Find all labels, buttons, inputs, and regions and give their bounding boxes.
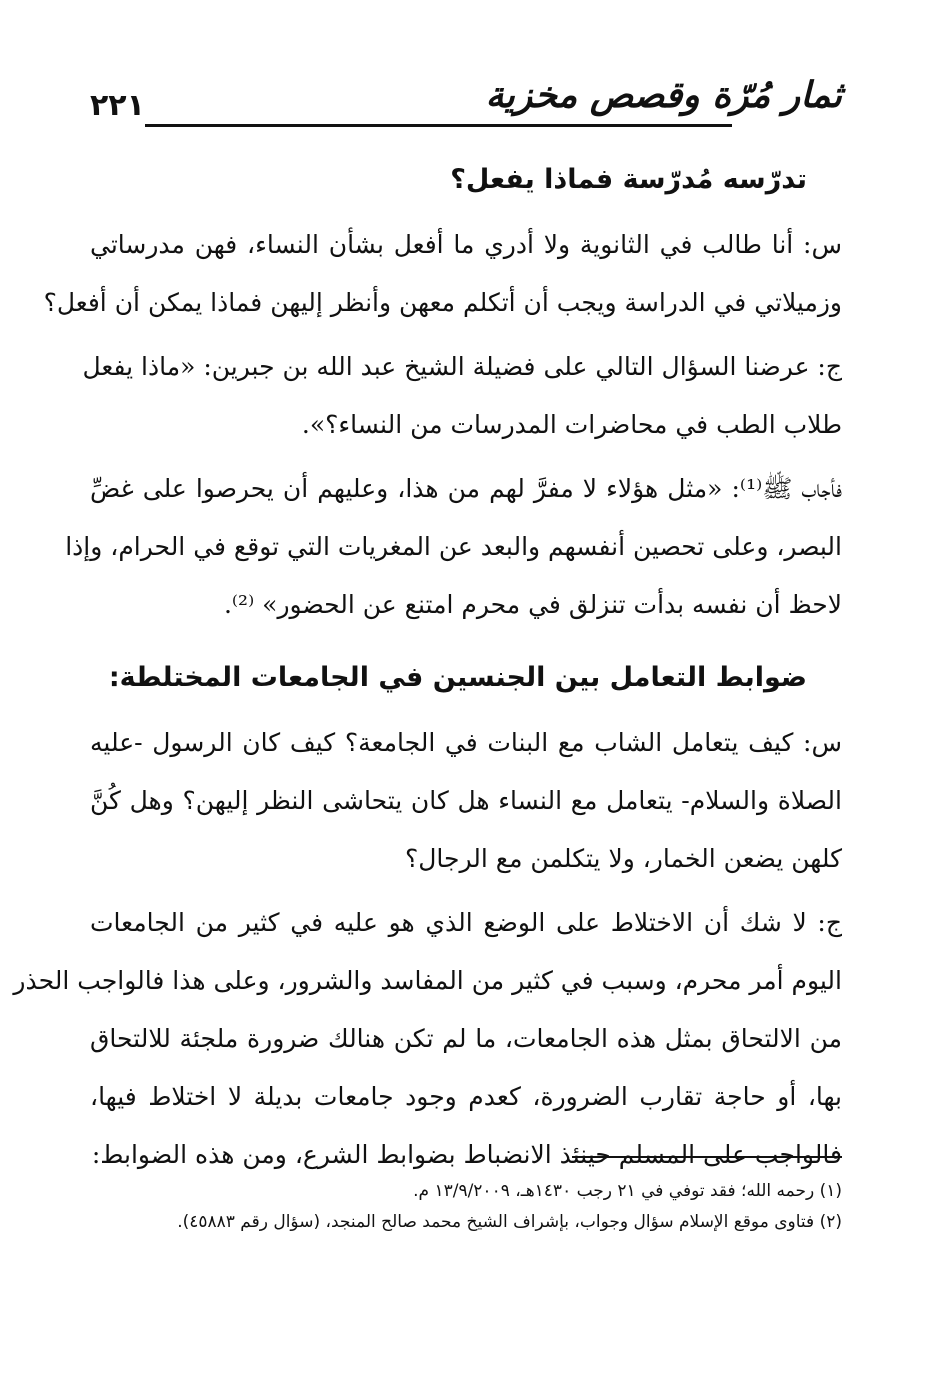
text-line: البصر، وعلى تحصين أنفسهم والبعد عن المغريات التي توقع في الحرام، وإذا (65, 532, 842, 561)
footnote: (٢) فتاوى موقع الإسلام سؤال وجواب، بإشراف الشيخ محمد صالح المنجد، (سؤال رقم ٤٥٨٨٣). (177, 1212, 842, 1232)
answer-paragraph (13, 894, 842, 1184)
text-line: الصلاة والسلام- يتعامل مع النساء هل كان يتحاشى النظر إليهن؟ وهل كُنَّ (90, 786, 842, 815)
text-line: ج: لا شك أن الاختلاط على الوضع الذي هو عليه في كثير من الجامعات (90, 908, 842, 937)
page-header (90, 70, 842, 140)
section-heading: تدرّسه مُدرّسة فماذا يفعل؟ (450, 164, 807, 195)
header-rule (145, 124, 732, 127)
reply-paragraph (65, 460, 842, 634)
text-line: كلهن يضعن الخمار، ولا يتكلمن مع الرجال؟ (404, 844, 842, 873)
section-heading: ضوابط التعامل بين الجنسين في الجامعات المختلطة: (108, 662, 807, 693)
text-line: ج: عرضنا السؤال التالي على فضيلة الشيخ عبد الله بن جبرين: «ماذا يفعل (82, 352, 842, 381)
text-line: من الالتحاق بمثل هذه الجامعات، ما لم تكن هنالك ضرورة ملجئة للالتحاق (90, 1024, 842, 1053)
text-line: وزميلاتي في الدراسة ويجب أن أتكلم معهن وأنظر إليهن فماذا يمكن أن أفعل؟ (43, 288, 842, 317)
footnote-separator (572, 1156, 842, 1158)
text-line: طلاب الطب في محاضرات المدرسات من النساء؟». (301, 410, 842, 439)
page-body (13, 150, 842, 1184)
text-line: فالواجب على المسلم حينئذ الانضباط بضوابط الشرع، ومن هذه الضوابط: (91, 1140, 842, 1169)
footnote: (١) رحمه الله؛ فقد توفي في ٢١ رجب ١٤٣٠هـ، ١٣/٩/٢٠٠٩ م. (413, 1181, 842, 1201)
text-line: فأجاب ﷺ⁽¹⁾: «مثل هؤلاء لا مفرَّ لهم من هذا، وعليهم أن يحرصوا على غضِّ (90, 474, 842, 503)
text-line: س: كيف يتعامل الشاب مع البنات في الجامعة؟ كيف كان الرسول -عليه (90, 728, 842, 757)
text-line: س: أنا طالب في الثانوية ولا أدري ما أفعل بشأن النساء، فهن مدرساتي (90, 230, 842, 259)
book-title: ثمار مُرّة وقصص مخزية (485, 74, 842, 116)
answer-paragraph (82, 338, 842, 454)
text-line: اليوم أمر محرم، وسبب في كثير من المفاسد والشرور، وعلى هذا فالواجب الحذر (13, 966, 842, 995)
question-paragraph (43, 216, 842, 332)
page-number: ٢٢١ (90, 88, 145, 123)
text-line: بها، أو حاجة تقارب الضرورة، كعدم وجود جامعات بديلة لا اختلاط فيها، (90, 1082, 842, 1111)
question-paragraph (90, 714, 842, 888)
footnotes (90, 1176, 842, 1238)
text-line: لاحظ أن نفسه بدأت تنزلق في محرم امتنع عن الحضور» ⁽²⁾. (223, 590, 842, 619)
